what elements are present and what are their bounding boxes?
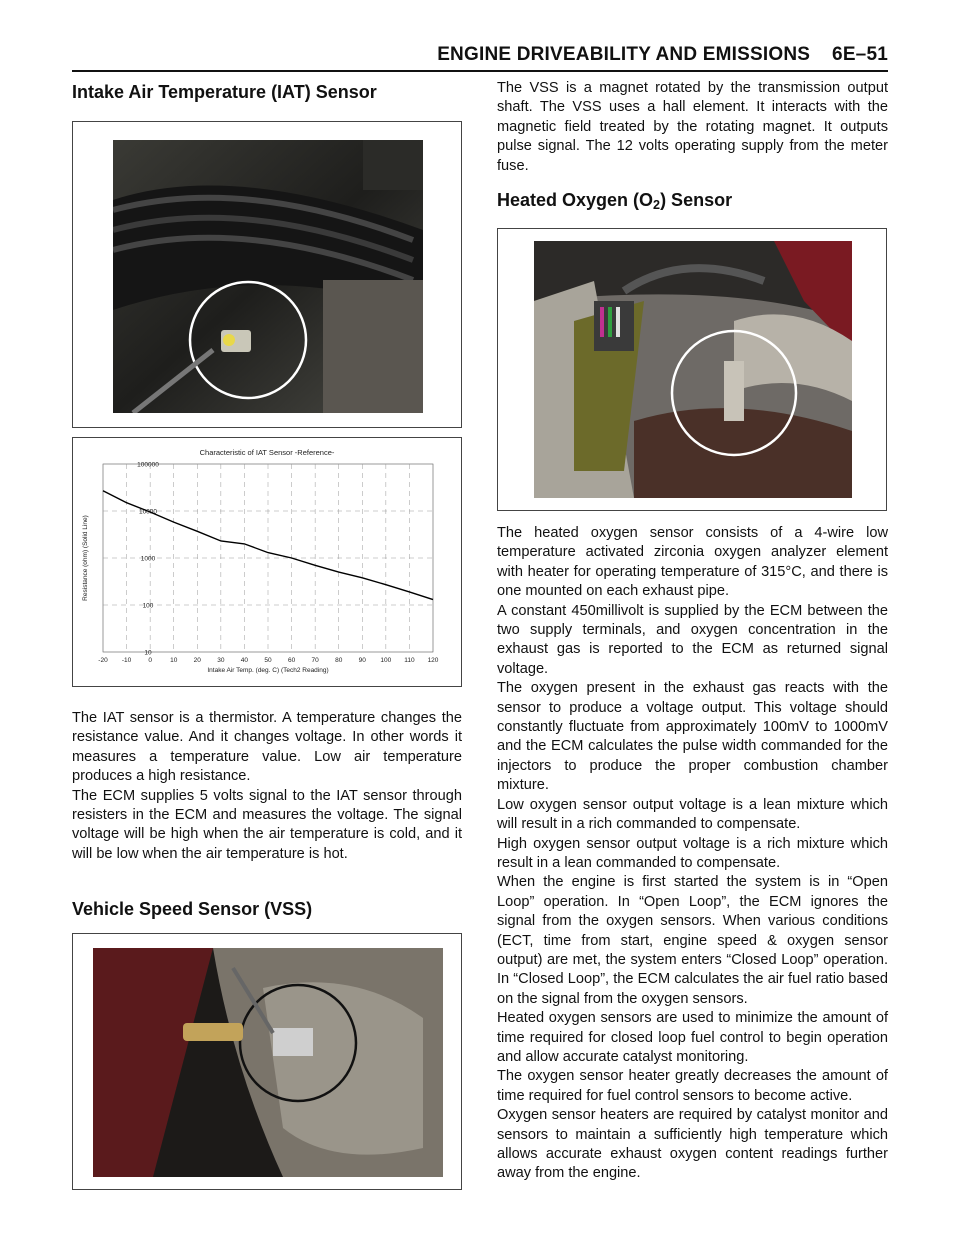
x-tick-label: 110 [404,657,415,664]
x-tick-label: 0 [148,657,152,664]
header-title: ENGINE DRIVEABILITY AND EMISSIONS [437,44,811,65]
o2-paragraph-5: High oxygen sensor output voltage is a rich mixture which result in a lean commanded to compensate. [497,835,888,871]
x-tick-label: 100 [380,657,392,664]
vss-heading: Vehicle Speed Sensor (VSS) [72,899,313,919]
iat-photo-frame [72,121,462,428]
x-tick-label: 10 [170,657,178,664]
iat-paragraph-2: The ECM supplies 5 volts signal to the IAT sensor through resisters in the ECM and measures the voltage. The signal voltage will be high when the air temperature is cold, and it will be low when the air temperature is hot. [72,787,462,862]
y-tick-label: 100 [142,602,154,610]
iat-characteristic-chart [72,437,462,687]
o2-paragraph-7: Heated oxygen sensors are used to minimize the amount of time required for closed loop fuel control to begin operation and allow accurate catalyst monitoring. [497,1010,888,1065]
header-rule [72,70,888,72]
page-number: 6E–51 [832,44,888,65]
x-tick-label: 90 [358,657,366,664]
o2-paragraph-3: The oxygen present in the exhaust gas reacts with the sensor to produce a voltage output. This voltage should constantly fluctuate from approximately 100mV to 1000mV and the ECM calculates the pulse width commanded for the injectors to produce the proper combustion chamber mixture. [497,680,888,794]
x-tick-label: -10 [121,657,132,664]
y-tick-label: 10000 [138,508,158,516]
o2-paragraph-4: Low oxygen sensor output voltage is a lean mixture which will result in a rich commanded to compensate. [497,796,888,833]
chart-plot [73,438,463,688]
o2-photo-frame [497,228,887,511]
running-header [437,44,888,66]
x-tick-label: 40 [240,657,249,664]
o2-heading-post: ) Sensor [660,190,733,210]
vss-paragraph: The VSS is a magnet rotated by the transmission output shaft. The VSS uses a hall element. It interacts with the magnetic field treated by the rotating magnet. It outputs pulse signal. The 12 volts operating supply from the meter fuse. [497,80,888,174]
o2-heading-pre: Heated Oxygen (O [497,190,654,210]
x-tick-label: 120 [427,657,439,664]
x-tick-label: 30 [217,657,225,664]
o2-paragraph-2: A constant 450millivolt is supplied by the ECM between the two supply terminals, and oxygen concentration in the exhaust gas is reported to the ECM as returned signal voltage. [497,602,888,677]
iat-paragraph-1: The IAT sensor is a thermistor. A temperature changes the resistance value. And it changes voltage. In other words it measures a temperature value. Low air temperature produces a high resistance. [72,710,462,785]
x-tick-label: 60 [287,657,296,664]
vss-sensor-photo [93,948,443,1177]
x-tick-label: 80 [335,657,343,664]
o2-heading [497,188,732,217]
y-tick-label: 1000 [140,555,156,563]
o2-sensor-photo [534,241,852,498]
vss-photo-frame [72,933,462,1190]
iat-sensor-photo [113,140,423,413]
iat-body-text [72,709,462,864]
iat-heading: Intake Air Temperature (IAT) Sensor [72,82,377,102]
x-axis-label: Intake Air Temp. (deg. C) (Tech2 Reading) [207,667,329,674]
o2-heading-sub: 2 [653,198,661,212]
o2-paragraph-6: When the engine is first started the system is in “Open Loop” operation. In “Open Loop”, the ECM ignores the signal from the oxygen sensors. When various conditions (ECT, time from start, engine speed & oxygen sensor output) are met, the system enters “Closed Loop” operation. In “Closed Loop”, the ECM calculates the air fuel ratio based on the signal from the oxygen sensors. [497,874,888,1007]
x-tick-label: -20 [98,657,108,664]
o2-paragraph-8: The oxygen sensor heater greatly decreases the amount of time required for fuel control sensors to become active. [497,1068,888,1104]
o2-paragraph-9: Oxygen sensor heaters are required by catalyst monitor and sensors to maintain a sufficiently high temperature which allows accurate exhaust oxygen content readings further away from the engine. [497,1107,888,1182]
x-tick-label: 70 [311,657,319,664]
o2-paragraph-1: The heated oxygen sensor consists of a 4-wire low temperature activated zirconia oxygen analyzer element with heater for operating temperature of 315°C, and there is one mounted on each exhaust pipe. [497,525,888,600]
y-tick-label: 100000 [137,461,159,469]
vss-body-text [497,79,888,176]
y-tick-label: 10 [144,649,152,657]
o2-body-text [497,524,888,1184]
chart-title: Characteristic of IAT Sensor -Reference- [199,448,335,457]
x-tick-label: 50 [264,657,272,664]
x-tick-label: 20 [193,657,201,664]
y-axis-label: Resistance (ohm) (Solid Line) [82,515,89,601]
